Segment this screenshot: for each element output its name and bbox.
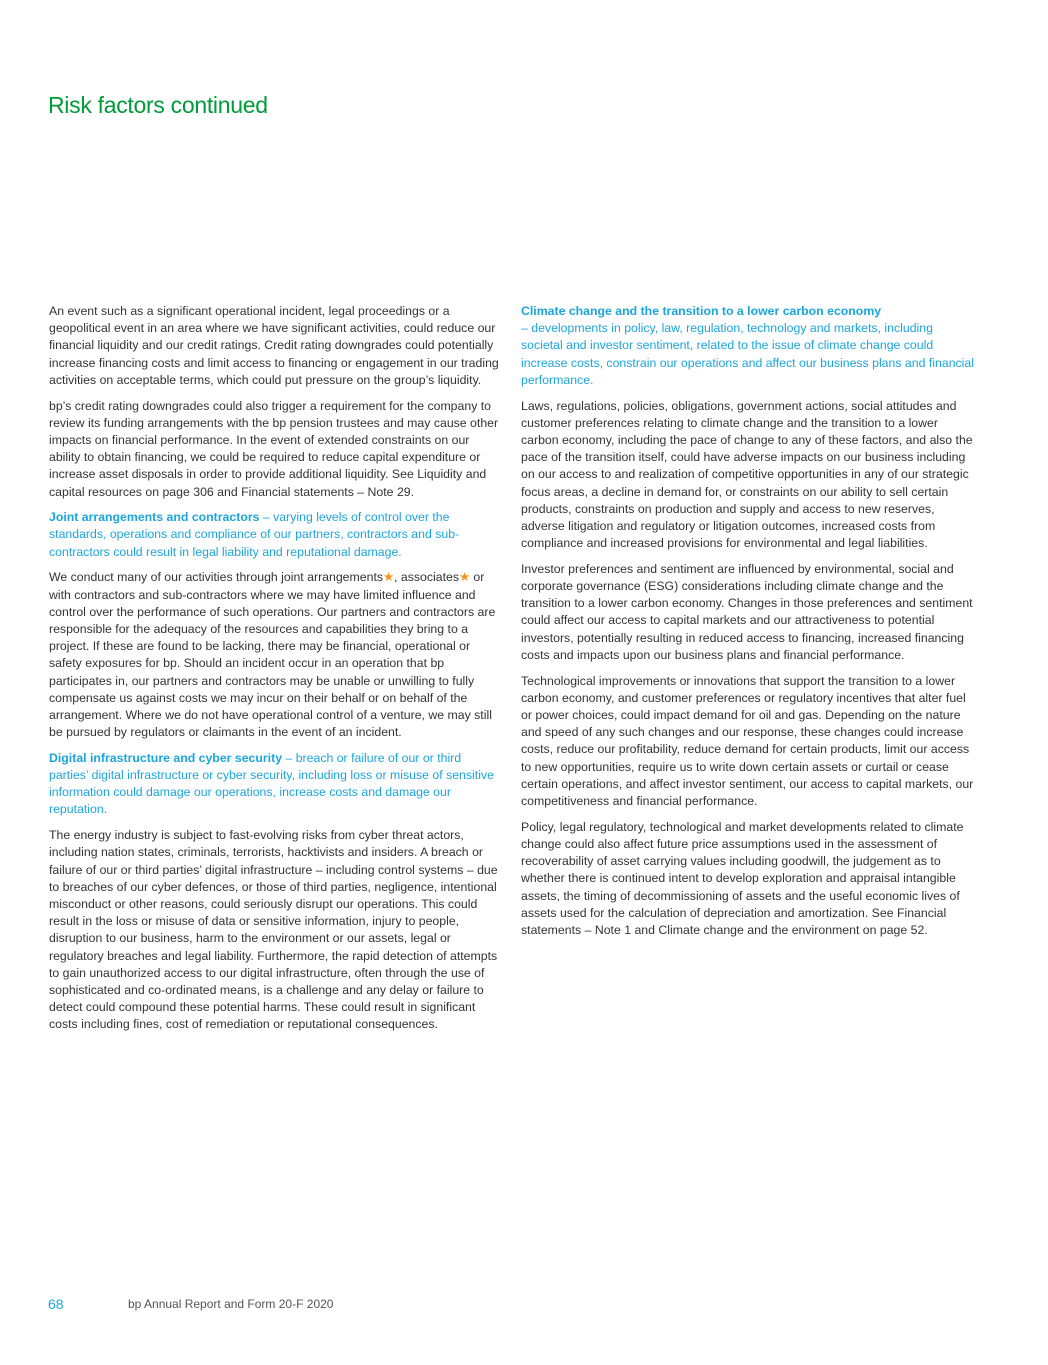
page-number: 68 [48, 1296, 64, 1312]
digital-infrastructure-heading: Digital infrastructure and cyber security – breach or failure of our or third parties’ digital infrastructure or cyber security, including loss or misuse of sensitive information could damage our operations, increase costs and damage our reputation. [49, 750, 494, 817]
right-column [521, 303, 975, 948]
paragraph: Laws, regulations, policies, obligations, government actions, social attitudes and customer preferences relating to climate change and the transition to a lower carbon economy, including the pace of change to any of these factors, and also the pace of the transition itself, could have adverse impacts on our business including on our access to and realization of competitive opportunities in any of our strategic focus areas, a decline in demand for, or constraints on our ability to sell certain products, constraints on production and supply and access to new reserves, adverse litigation and regulatory or litigation outcomes, increased costs from compliance and increased provisions for environmental and legal liabilities. [521, 398, 973, 551]
paragraph: bp’s credit rating downgrades could also trigger a requirement for the company to review its funding arrangements with the bp pension trustees and may cause other impacts on financial performance. In the event of extended constraints on our ability to obtain financing, we could be required to reduce capital expenditure or increase asset disposals in order to provide additional liquidity. See Liquidity and capital resources on page 306 and Financial statements – Note 29. [49, 398, 499, 499]
page-title: Risk factors continued [48, 92, 268, 118]
joint-arrangements-heading: Joint arrangements and contractors – varying levels of control over the standards, operations and compliance of our partners, contractors and sub-contractors could result in legal liability and reputational damage. [49, 510, 460, 559]
star-icon: ★ [383, 570, 395, 585]
climate-change-heading: Climate change and the transition to a lower carbon economy – developments in policy, law, regulation, technology and markets, including societal and investor sentiment, related to the issue of climate change could increase costs, constrain our operations and affect our business plans and financial performance. [521, 304, 974, 387]
paragraph: Technological improvements or innovations that support the transition to a lower carbon economy, and customer preferences or regulatory incentives that alter fuel or power choices, could impact demand for oil and gas. Depending on the nature and speed of any such changes and our response, these changes could increase costs, reduce our profitability, reduce demand for certain products, limit our access to new opportunities, require us to write down certain assets or curtail or cease certain operations, and affect investor sentiment, our access to capital markets, our competitiveness and financial performance. [521, 673, 974, 808]
page-title-suffix: continued [164, 92, 268, 118]
paragraph: The energy industry is subject to fast-evolving risks from cyber threat actors, including nation states, criminals, terrorists, hacktivists and insiders. A breach or failure of our or third parties’ digital infrastructure – including control systems – due to breaches of our cyber defences, or those of third parties, negligence, intentional misconduct or other reasons, could seriously disrupt our operations. This could result in the loss or misuse of data or sensitive information, injury to people, disruption to our business, harm to the environment or our assets, legal or regulatory breaches and legal liability. Furthermore, the rapid detection of attempts to gain unauthorized access to our digital infrastructure, often through the use of sophisticated and co-ordinated means, is a challenge and any delay or failure to detect could compound these potential harms. These could result in significant costs including fines, cost of remediation or reputational consequences. [49, 828, 498, 1032]
paragraph: We conduct many of our activities through joint arrangements★, associates★ or with contractors and sub-contractors where we may have limited influence and control over the performance of such operations. Our partners and contractors are responsible for the adequacy of the resources and capabilities they bring to a project. If these are found to be lacking, there may be financial, operational or safety exposures for bp. Should an incident occur in an operation that bp participates in, our partners and contractors may be unable or unwilling to fully compensate us against costs we may incur on their behalf or on behalf of the arrangement. Where we do not have operational control of a venture, we may still be pursued by regulators or claimants in the event of an incident. [49, 570, 496, 740]
report-title: bp Annual Report and Form 20-F 2020 [128, 1297, 334, 1311]
paragraph: Investor preferences and sentiment are influenced by environmental, social and corporate governance (ESG) considerations including climate change and the transition to a lower carbon economy. Changes in those preferences and sentiment could affect our access to capital markets and our attractiveness to potential investors, potentially resulting in reduced access to financing, increased financing costs and impacts upon our business plans and financial performance. [521, 561, 973, 662]
star-icon: ★ [458, 570, 471, 585]
paragraph: An event such as a significant operational incident, legal proceedings or a geopolitical event in an area where we have significant activities, could reduce our financial liquidity and our credit ratings. Credit rating downgrades could potentially increase financing costs and limit access to financing or engagement in our trading activities on acceptable terms, which could put pressure on the group’s liquidity. [49, 304, 499, 387]
paragraph: Policy, legal regulatory, technological and market developments related to climate change could also affect future price assumptions used in the assessment of recoverability of asset carrying values including goodwill, the judgement as to whether there is continued intent to develop exploration and appraisal intangible assets, the timing of decommissioning of assets and the useful economic lives of assets used for the calculation of depreciation and amortization. See Financial statements – Note 1 and Climate change and the environment on page 52. [521, 819, 964, 937]
left-column [49, 303, 503, 1042]
